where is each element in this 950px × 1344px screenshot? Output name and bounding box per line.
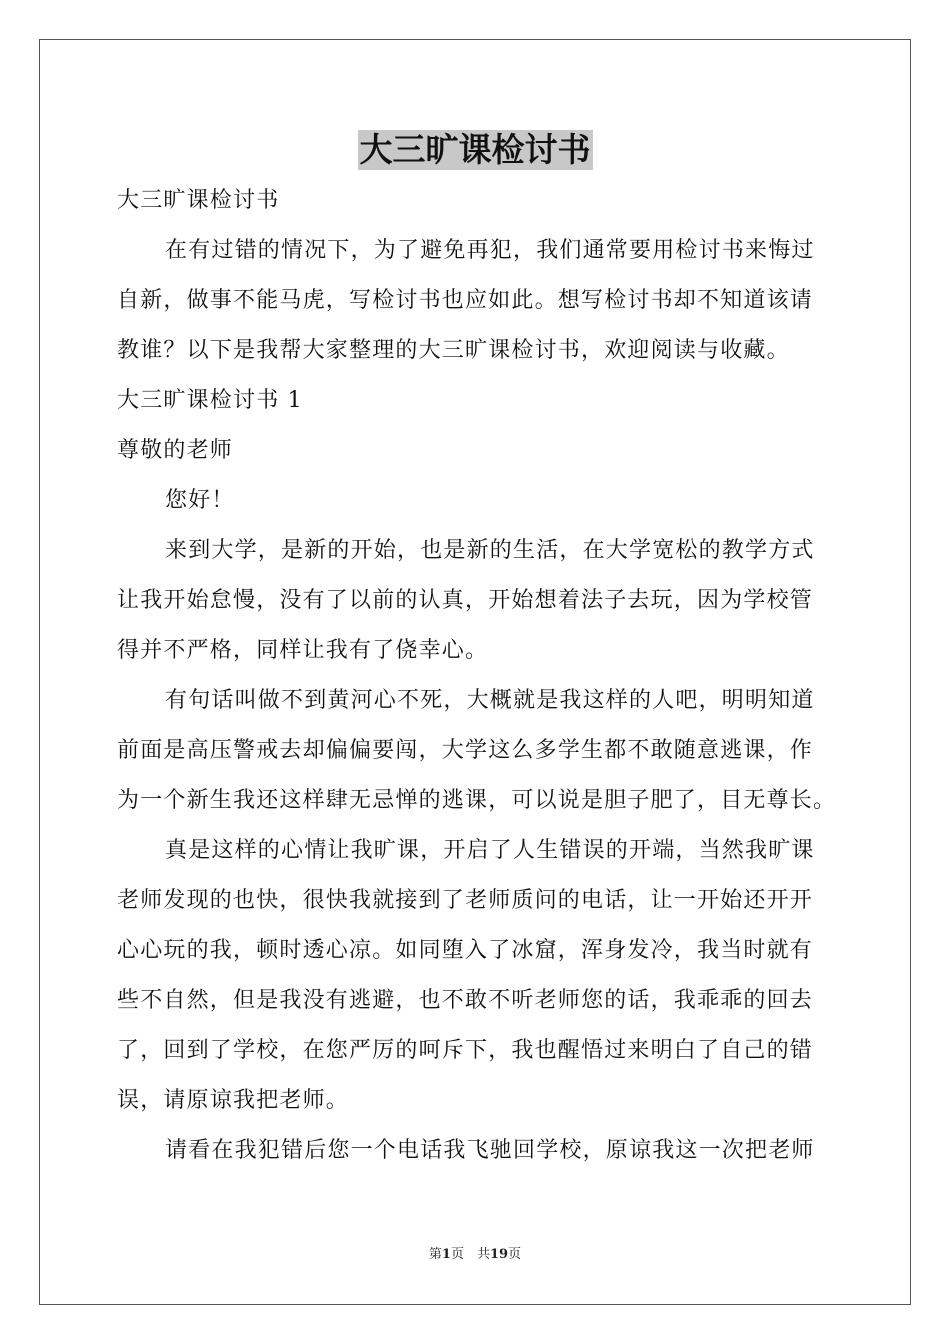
text-line: 教谁？以下是我帮大家整理的大三旷课检讨书，欢迎阅读与收藏。 bbox=[117, 338, 790, 363]
document-body bbox=[117, 176, 837, 1176]
footer-mid: 页 共 bbox=[450, 1247, 490, 1262]
current-page-number: 1 bbox=[441, 1247, 451, 1262]
document-title: 大三旷课检讨书 bbox=[359, 130, 591, 169]
text-line: 自新，做事不能马虎，写检讨书也应如此。想写检讨书却不知道该请 bbox=[117, 288, 814, 313]
salutation: 尊敬的老师 bbox=[117, 438, 234, 463]
section-heading: 大三旷课检讨书 1 bbox=[117, 388, 303, 413]
text-line: 了，回到了学校，在您严厉的呵斥下，我也醒悟过来明白了自己的错 bbox=[117, 1038, 814, 1063]
greeting: 您好！ bbox=[165, 488, 235, 513]
text-line: 真是这样的心情让我旷课，开启了人生错误的开端，当然我旷课 bbox=[165, 838, 815, 863]
text-line: 误，请原谅我把老师。 bbox=[117, 1088, 350, 1113]
text-line: 在有过错的情况下，为了避免再犯，我们通常要用检讨书来悔过 bbox=[165, 238, 815, 263]
text-line: 得并不严格，同样让我有了侥幸心。 bbox=[117, 638, 489, 663]
text-line: 来到大学，是新的开始，也是新的生活，在大学宽松的教学方式 bbox=[165, 538, 815, 563]
footer-prefix: 第 bbox=[428, 1247, 442, 1262]
text-line: 为一个新生我还这样肆无忌惮的逃课，可以说是胆子肥了，目无尊长。 bbox=[117, 788, 837, 813]
text-line: 些不自然，但是我没有逃避，也不敢不听老师您的话，我乖乖的回去 bbox=[117, 988, 814, 1013]
text-line: 让我开始怠慢，没有了以前的认真，开始想着法子去玩，因为学校管 bbox=[117, 588, 814, 613]
text-line: 心心玩的我，顿时透心凉。如同堕入了冰窟，浑身发冷，我当时就有 bbox=[117, 938, 814, 963]
text-line: 请看在我犯错后您一个电话我飞驰回学校，原谅我这一次把老师 bbox=[165, 1138, 815, 1163]
text-line: 老师发现的也快，很快我就接到了老师质问的电话，让一开始还开开 bbox=[117, 888, 814, 913]
text-line: 有句话叫做不到黄河心不死，大概就是我这样的人吧，明明知道 bbox=[165, 688, 815, 713]
footer-suffix: 页 bbox=[508, 1247, 522, 1262]
text-line: 大三旷课检讨书 bbox=[117, 188, 280, 213]
text-line: 前面是高压警戒去却偏偏要闯，大学这么多学生都不敢随意逃课，作 bbox=[117, 738, 814, 763]
total-page-number: 19 bbox=[489, 1247, 509, 1262]
page-footer bbox=[0, 1246, 950, 1264]
